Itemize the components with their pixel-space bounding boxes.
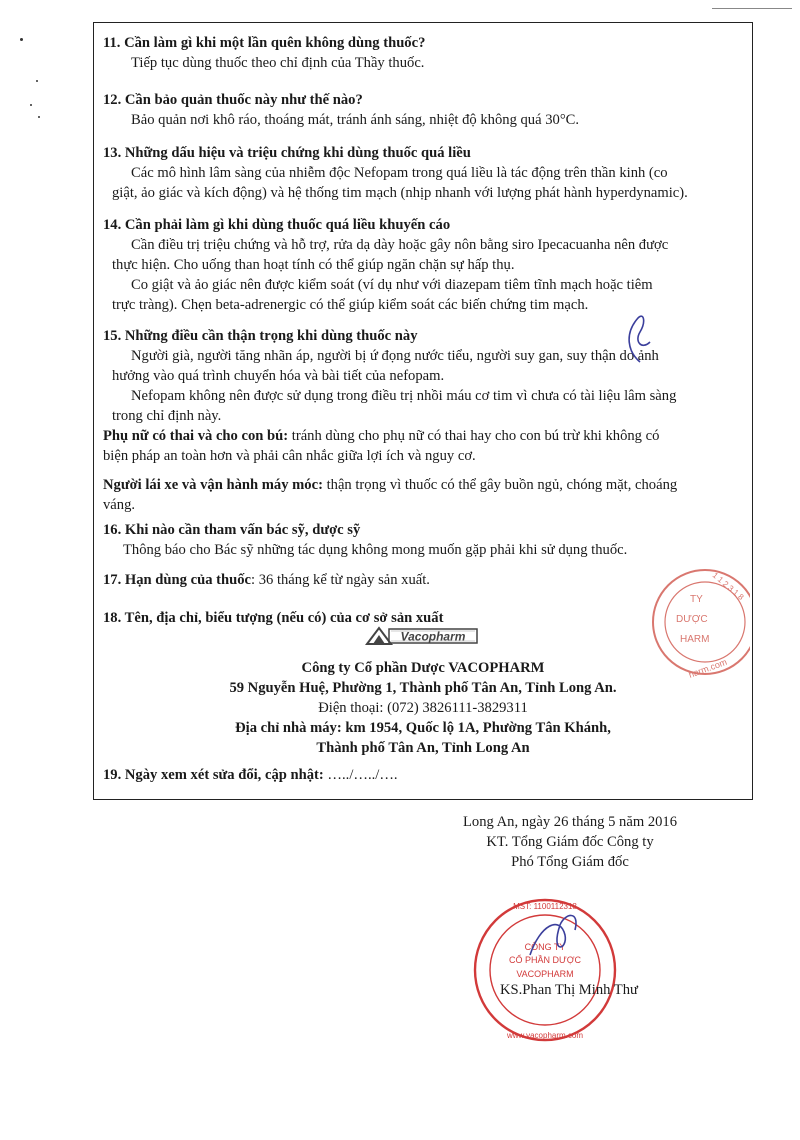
pregnancy-note [103, 426, 743, 446]
driving-note [103, 475, 743, 495]
section-17 [103, 570, 743, 590]
section-14-line: Co giật và ảo giác nên được kiểm soát (ví dụ như với diazepam tiêm tĩnh mạch hoặc tiêm [131, 277, 653, 293]
section-14-line: trực tràng). Chẹn beta-adrenergic có thể giúp kiểm soát các biến chứng tim mạch. [112, 297, 589, 313]
svg-text:www.vacopharm.com: www.vacopharm.com [506, 1031, 584, 1040]
section-14-line: Cần điều trị triệu chứng và hỗ trợ, rửa dạ dày hoặc gây nôn bằng siro Ipecacuanha nên được [131, 237, 669, 253]
company-address: 59 Nguyễn Huệ, Phường 1, Thành phố Tân An, Tỉnh Long An. [229, 680, 617, 696]
section-11 [103, 33, 743, 73]
factory-address-2: Thành phố Tân An, Tỉnh Long An [316, 740, 530, 756]
section-19 [103, 765, 743, 785]
section-16 [103, 520, 743, 560]
section-18-heading: 18. Tên, địa chỉ, biểu tượng (nếu có) của cơ sở sản xuất [103, 610, 444, 626]
stamp-large-line3: VACOPHARM [516, 969, 574, 979]
svg-text:Vacopharm: Vacopharm [400, 629, 466, 644]
scan-edge-line [712, 8, 792, 9]
stamp-small-line1: TY [690, 594, 703, 605]
scan-speck [38, 116, 40, 118]
company-stamp-small [650, 560, 750, 696]
section-15-line: Nefopam không nên được sử dụng trong điều trị nhồi máu cơ tim vì chưa có tài liệu lâm sàng [131, 388, 677, 404]
stamp-small-line2: DƯỢC [676, 614, 708, 625]
sign-date: Long An, ngày 26 tháng 5 năm 2016 [462, 814, 678, 830]
handwritten-signature [520, 905, 600, 971]
section-13-line: Các mô hình lâm sàng của nhiễm độc Nefopam trong quá liều là tác động trên thần kinh (co [131, 165, 668, 181]
driving-text: thận trọng vì thuốc có thể gây buồn ngủ, chóng mặt, choáng [322, 477, 678, 493]
section-13 [103, 143, 743, 203]
section-15-heading: 15. Những điều cần thận trọng khi dùng thuốc này [103, 328, 418, 344]
driving-line2: váng. [103, 497, 136, 513]
section-15-line: hưởng vào quá trình chuyển hóa và bài tiết của nefopam. [112, 368, 445, 384]
section-13-line: giật, ảo giác và kích động) và hệ thống tim mạch (nhịp nhanh với lượng phát hành hyperdynamic). [112, 185, 688, 201]
pregnancy-text: tránh dùng cho phụ nữ có thai hay cho con bú trừ khi không có [288, 428, 660, 444]
driving-label: Người lái xe và vận hành máy móc: [103, 477, 323, 493]
scan-speck [30, 104, 32, 106]
company-phone: Điện thoại: (072) 3826111-3829311 [318, 700, 528, 716]
sign-title-1: KT. Tổng Giám đốc Công ty [486, 834, 654, 850]
sign-title-2: Phó Tổng Giám đốc [511, 854, 629, 870]
signature-block [430, 812, 710, 872]
section-17-text: : 36 tháng kể từ ngày sản xuất. [251, 572, 430, 588]
company-name: Công ty Cổ phần Dược VACOPHARM [301, 660, 545, 676]
section-13-heading: 13. Những dấu hiệu và triệu chứng khi dùng thuốc quá liều [103, 145, 471, 161]
stamp-large-line1: CÔNG TY [524, 942, 566, 952]
initial-signature-mark [620, 312, 660, 373]
signer-name: KS.Phan Thị Minh Thư [500, 982, 638, 998]
section-14-line: thực hiện. Cho uống than hoạt tính có thể giúp ngăn chặn sự hấp thụ. [112, 257, 515, 273]
factory-address-1: Địa chỉ nhà máy: km 1954, Quốc lộ 1A, Phường Tân Khánh, [235, 720, 611, 736]
section-19-heading: 19. Ngày xem xét sửa đổi, cập nhật: [103, 767, 324, 783]
section-14-heading: 14. Cần phải làm gì khi dùng thuốc quá liều khuyến cáo [103, 217, 451, 233]
vacopharm-logo [365, 626, 480, 652]
stamp-small-line3: HARM [680, 634, 710, 645]
section-11-body: Tiếp tục dùng thuốc theo chỉ định của Thầy thuốc. [131, 55, 425, 71]
section-16-heading: 16. Khi nào cần tham vấn bác sỹ, dược sỹ [103, 522, 361, 538]
scan-speck [20, 38, 23, 41]
section-17-label: 17. Hạn dùng của thuốc [103, 572, 252, 588]
section-12 [103, 90, 743, 130]
svg-text:MST: 1100112318: MST: 1100112318 [513, 902, 577, 911]
section-18 [103, 608, 743, 628]
section-16-body: Thông báo cho Bác sỹ những tác dụng không mong muốn gặp phải khi sử dụng thuốc. [123, 542, 628, 558]
stamp-large-line2: CỔ PHẦN DƯỢC [509, 955, 581, 965]
section-15-line: Người già, người tăng nhãn áp, người bị ứ đọng nước tiểu, người suy gan, suy thận do ảnh [131, 348, 659, 364]
pregnancy-label: Phụ nữ có thai và cho con bú: [103, 428, 289, 444]
section-12-body: Bảo quản nơi khô ráo, thoáng mát, tránh ánh sáng, nhiệt độ không quá 30°C. [131, 112, 580, 128]
svg-text:1 1 2 3 1 8: 1 1 2 3 1 8 [710, 570, 746, 602]
section-15-line: trong chỉ định này. [112, 408, 222, 424]
section-11-heading: 11. Cần làm gì khi một lần quên không dùng thuốc? [103, 35, 426, 51]
section-14 [103, 215, 743, 315]
section-12-heading: 12. Cần bảo quản thuốc này như thế nào? [103, 92, 363, 108]
svg-text:harm.com: harm.com [687, 656, 729, 680]
scan-speck [36, 80, 38, 82]
section-19-blank: …../…../…. [323, 767, 398, 783]
pregnancy-line2: biện pháp an toàn hơn và phải cân nhắc giữa lợi ích và nguy cơ. [103, 448, 476, 464]
